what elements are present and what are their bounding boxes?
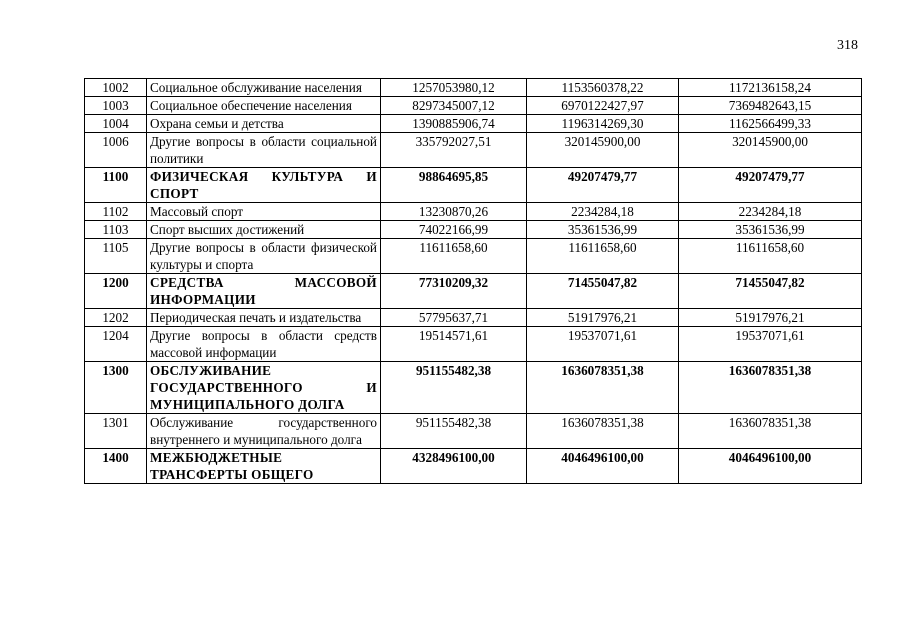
row-code: 1003 — [85, 97, 147, 115]
row-name: Спорт высших достижений — [147, 221, 381, 239]
table-row-section — [85, 362, 862, 414]
row-code: 1202 — [85, 309, 147, 327]
table-row — [85, 309, 862, 327]
row-value-1: 1257053980,12 — [381, 79, 527, 97]
row-name: ФИЗИЧЕСКАЯ КУЛЬТУРА И СПОРТ — [147, 168, 381, 203]
row-code: 1400 — [85, 449, 147, 484]
row-value-2: 11611658,60 — [527, 239, 679, 274]
row-value-1: 74022166,99 — [381, 221, 527, 239]
row-code: 1200 — [85, 274, 147, 309]
row-value-3: 35361536,99 — [679, 221, 862, 239]
row-value-3: 71455047,82 — [679, 274, 862, 309]
row-value-3: 19537071,61 — [679, 327, 862, 362]
row-name: Другие вопросы в области социальной политики — [147, 133, 381, 168]
row-value-3: 1172136158,24 — [679, 79, 862, 97]
row-name: Периодическая печать и издательства — [147, 309, 381, 327]
table-row — [85, 133, 862, 168]
row-code: 1002 — [85, 79, 147, 97]
page-number: 318 — [837, 38, 858, 53]
table-row — [85, 203, 862, 221]
row-code: 1102 — [85, 203, 147, 221]
row-code: 1105 — [85, 239, 147, 274]
row-name: Другие вопросы в области средств массовой информации — [147, 327, 381, 362]
row-value-2: 320145900,00 — [527, 133, 679, 168]
row-code: 1100 — [85, 168, 147, 203]
row-code: 1301 — [85, 414, 147, 449]
row-value-3: 1162566499,33 — [679, 115, 862, 133]
row-value-2: 1153560378,22 — [527, 79, 679, 97]
row-value-1: 1390885906,74 — [381, 115, 527, 133]
row-value-1: 4328496100,00 — [381, 449, 527, 484]
row-value-2: 4046496100,00 — [527, 449, 679, 484]
row-value-2: 2234284,18 — [527, 203, 679, 221]
row-value-1: 19514571,61 — [381, 327, 527, 362]
table-row — [85, 115, 862, 133]
row-value-2: 19537071,61 — [527, 327, 679, 362]
table-row — [85, 327, 862, 362]
row-name: Другие вопросы в области физической культуры и спорта — [147, 239, 381, 274]
table-row — [85, 97, 862, 115]
row-value-2: 6970122427,97 — [527, 97, 679, 115]
row-value-2: 49207479,77 — [527, 168, 679, 203]
row-value-3: 1636078351,38 — [679, 414, 862, 449]
row-value-1: 8297345007,12 — [381, 97, 527, 115]
row-value-1: 13230870,26 — [381, 203, 527, 221]
table-row — [85, 414, 862, 449]
row-value-3: 11611658,60 — [679, 239, 862, 274]
table-row — [85, 239, 862, 274]
row-value-1: 335792027,51 — [381, 133, 527, 168]
row-value-2: 35361536,99 — [527, 221, 679, 239]
table-row — [85, 221, 862, 239]
row-value-3: 1636078351,38 — [679, 362, 862, 414]
row-value-1: 951155482,38 — [381, 414, 527, 449]
row-value-1: 98864695,85 — [381, 168, 527, 203]
row-value-1: 11611658,60 — [381, 239, 527, 274]
row-value-2: 71455047,82 — [527, 274, 679, 309]
row-name: Обслуживание государственного внутреннего и муниципального долга — [147, 414, 381, 449]
table-row-section — [85, 274, 862, 309]
row-code: 1004 — [85, 115, 147, 133]
row-value-3: 4046496100,00 — [679, 449, 862, 484]
row-value-2: 1636078351,38 — [527, 414, 679, 449]
row-value-3: 2234284,18 — [679, 203, 862, 221]
row-value-3: 7369482643,15 — [679, 97, 862, 115]
row-name: МЕЖБЮДЖЕТНЫЕ ТРАНСФЕРТЫ ОБЩЕГО — [147, 449, 381, 484]
row-value-3: 320145900,00 — [679, 133, 862, 168]
row-value-2: 1196314269,30 — [527, 115, 679, 133]
row-code: 1300 — [85, 362, 147, 414]
budget-table — [84, 78, 862, 484]
table-row — [85, 79, 862, 97]
row-value-1: 77310209,32 — [381, 274, 527, 309]
table-row-section — [85, 168, 862, 203]
row-value-2: 51917976,21 — [527, 309, 679, 327]
row-value-2: 1636078351,38 — [527, 362, 679, 414]
row-value-3: 51917976,21 — [679, 309, 862, 327]
row-value-1: 951155482,38 — [381, 362, 527, 414]
row-name: СРЕДСТВА МАССОВОЙ ИНФОРМАЦИИ — [147, 274, 381, 309]
row-name: Социальное обслуживание населения — [147, 79, 381, 97]
row-code: 1006 — [85, 133, 147, 168]
row-code: 1204 — [85, 327, 147, 362]
row-name: Социальное обеспечение населения — [147, 97, 381, 115]
row-name: ОБСЛУЖИВАНИЕ ГОСУДАРСТВЕННОГО И МУНИЦИПАЛЬНОГО ДОЛГА — [147, 362, 381, 414]
row-name: Массовый спорт — [147, 203, 381, 221]
row-value-1: 57795637,71 — [381, 309, 527, 327]
table-row-section — [85, 449, 862, 484]
row-value-3: 49207479,77 — [679, 168, 862, 203]
row-name: Охрана семьи и детства — [147, 115, 381, 133]
row-code: 1103 — [85, 221, 147, 239]
